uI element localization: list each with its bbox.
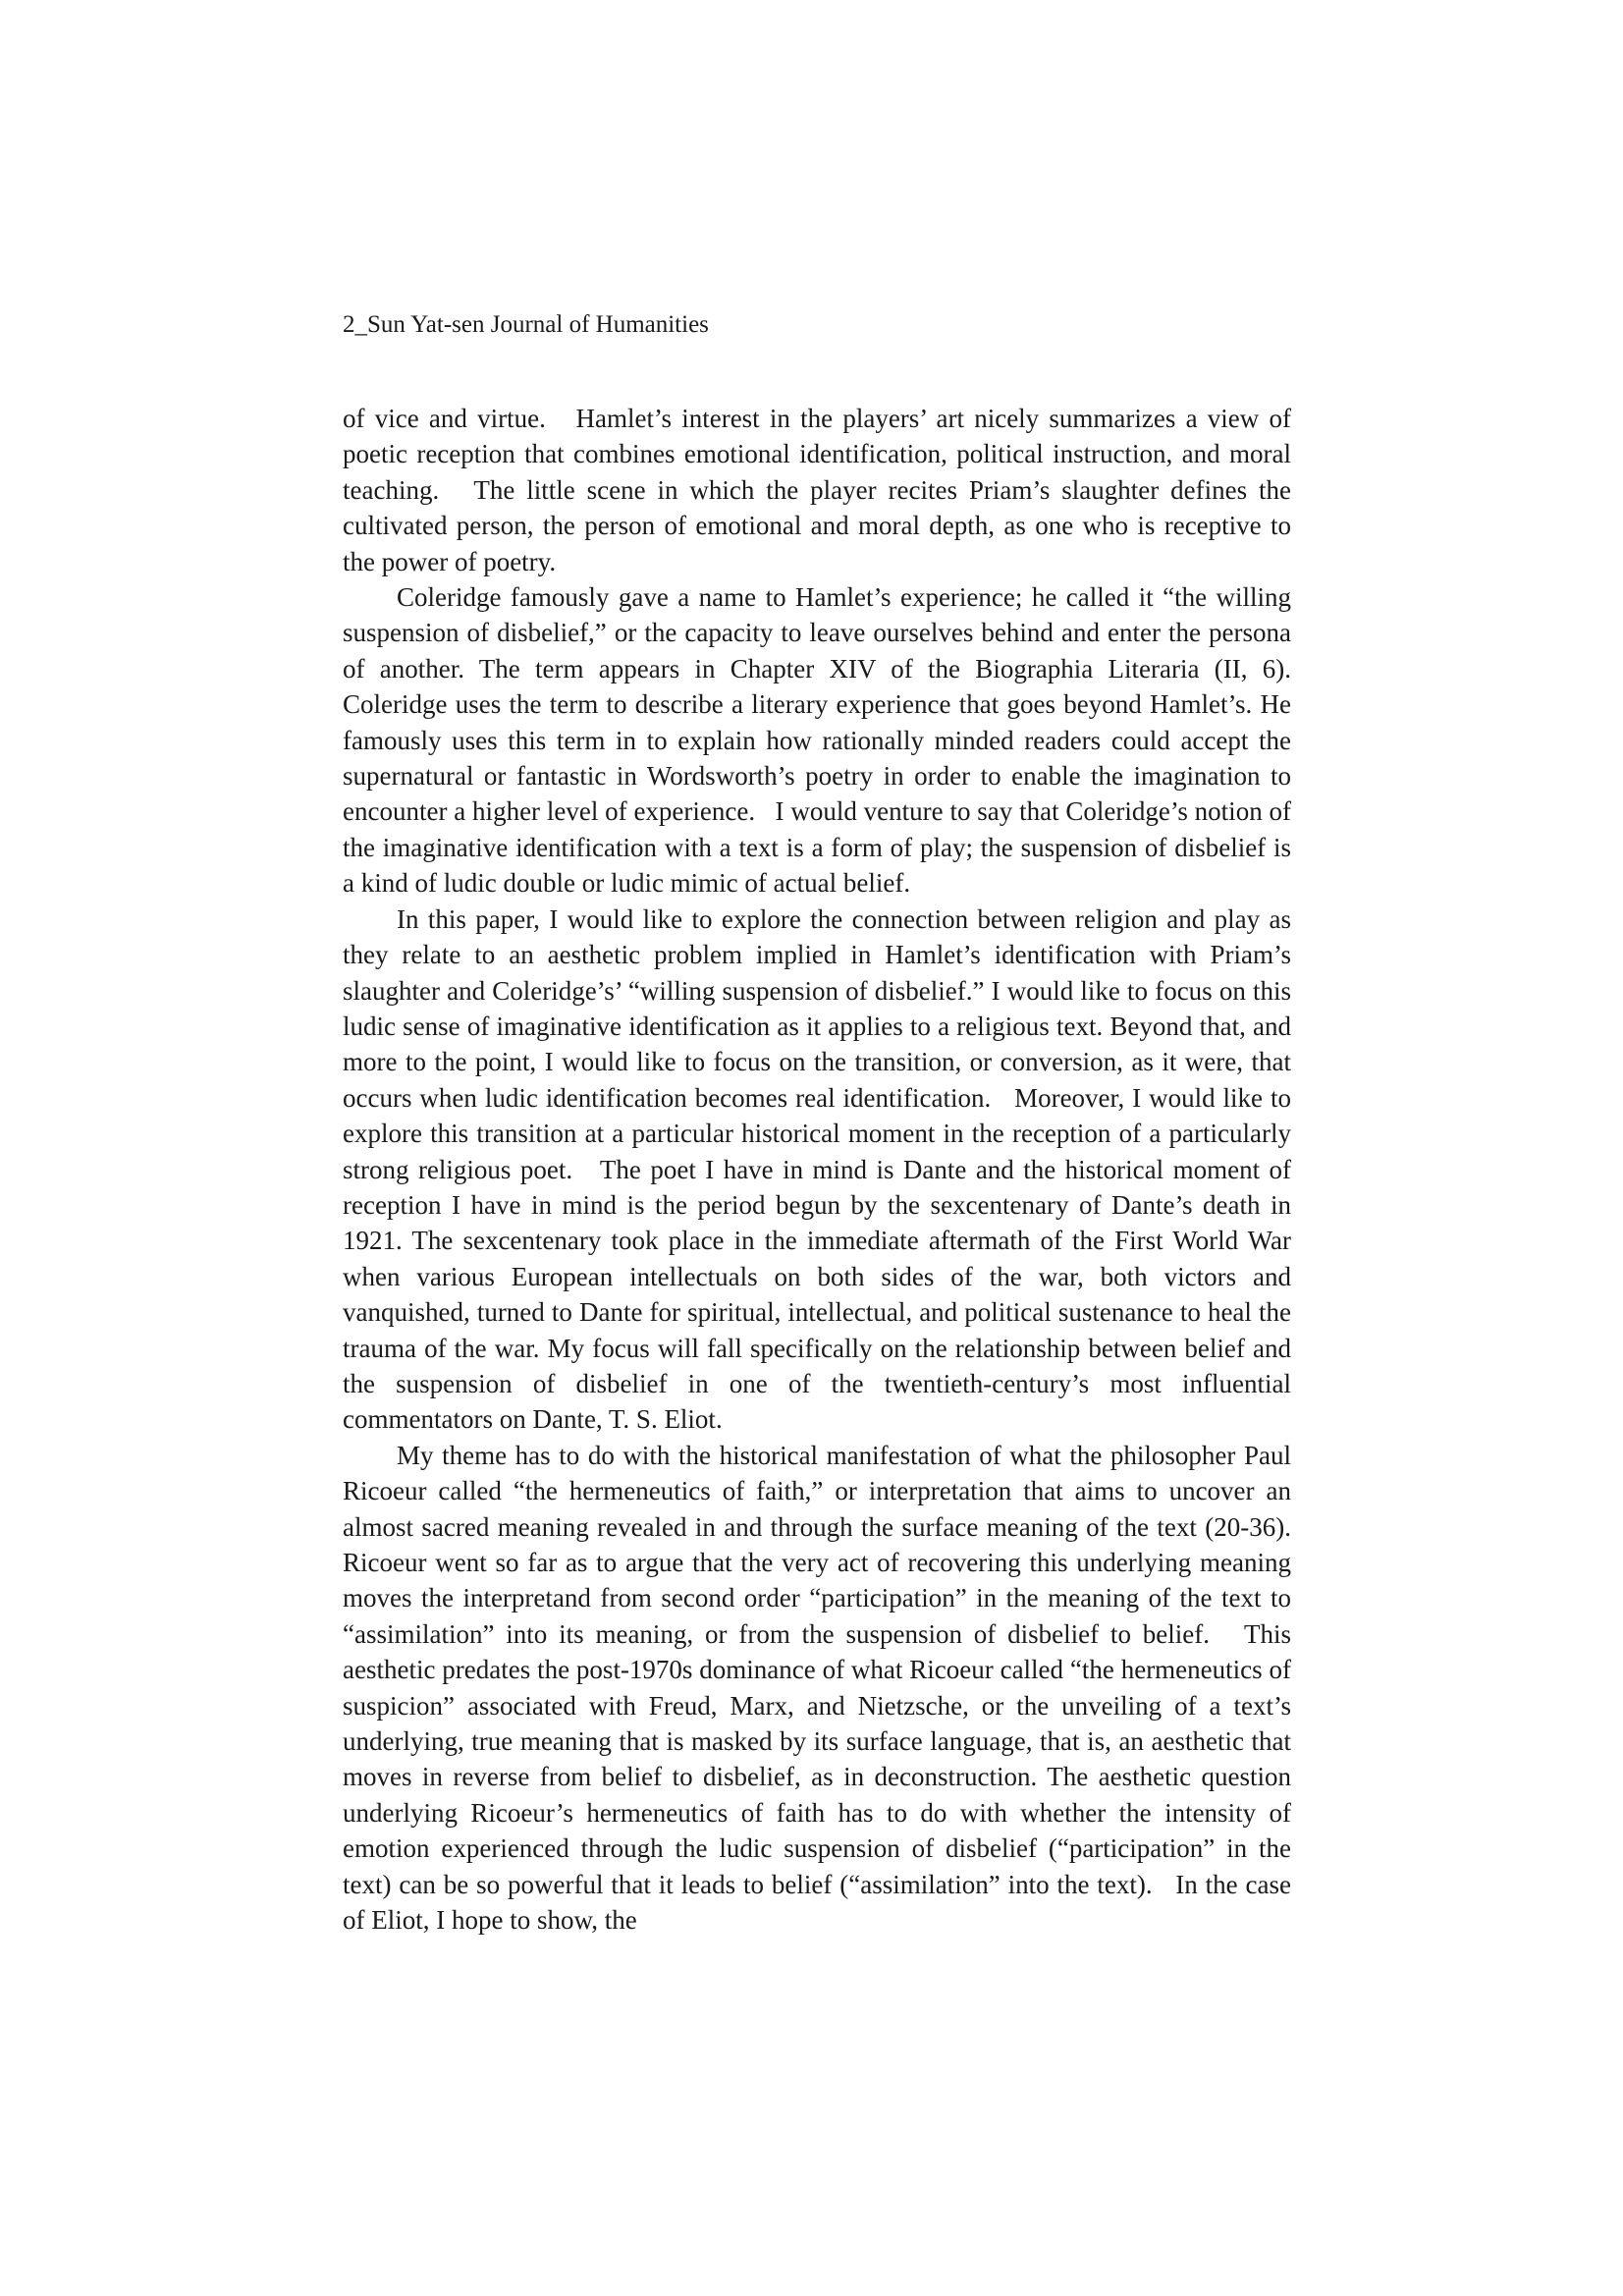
body-text [343,401,1312,1938]
running-head: 2_Sun Yat-sen Journal of Humanities [343,311,709,338]
paragraph-2: Coleridge famously gave a name to Hamlet’s experience; he called it “the willing suspension of disbelief,” or the capacity to leave ourselves behind and enter the persona of another. The term appears in Chapter XIV of the Biographia Literaria (II, 6). Coleridge uses the term to describe a literary experience that goes beyond Hamlet’s. He famously uses this term in to explain how rationally minded readers could accept the supernatural or fantastic in Wordsworth’s poetry in order to enable the imagination to encounter a higher level of experience. I would venture to say that Coleridge’s notion of the imaginative identification with a text is a form of play; the suspension of disbelief is a kind of ludic double or ludic mimic of actual belief. [343,582,1298,899]
paragraph-1: of vice and virtue. Hamlet’s interest in the players’ art nicely summarizes a view of poetic reception that combines emotional identification, political instruction, and moral teaching. The little scene in which the player recites Priam’s slaughter defines the cultivated person, the person of emotional and moral depth, as one who is receptive to the power of poetry. [343,404,1298,576]
paragraph-3: In this paper, I would like to explore the connection between religion and play as they relate to an aesthetic problem implied in Hamlet’s identification with Priam’s slaughter and Coleridge’s’ “willing suspension of disbelief.” I would like to focus on this ludic sense of imaginative identification as it applies to a religious text. Beyond that, and more to the point, I would like to focus on the transition, or conversion, as it were, that occurs when ludic identification becomes real identification. Moreover, I would like to explore this transition at a particular historical moment in the reception of a particularly strong religious poet. The poet I have in mind is Dante and the historical moment of reception I have in mind is the period begun by the sexcentenary of Dante’s death in 1921. The sexcentenary took place in the immediate aftermath of the First World War when various European intellectuals on both sides of the war, both victors and vanquished, turned to Dante for spiritual, intellectual, and political sustenance to heal the trauma of the war. My focus will fall specifically on the relationship between belief and the suspension of disbelief in one of the twentieth-century’s most influential commentators on Dante, T. S. Eliot. [343,903,1298,1435]
paragraph-4: My theme has to do with the historical manifestation of what the philosopher Paul Ricoeur called “the hermeneutics of faith,” or interpretation that aims to uncover an almost sacred meaning revealed in and through the surface meaning of the text (20-36). Ricoeur went so far as to argue that the very act of recovering this underlying meaning moves the interpretand from second order “participation” in the meaning of the text to “assimilation” into its meaning, or from the suspension of disbelief to belief. This aesthetic predates the post-1970s dominance of what Ricoeur called “the hermeneutics of suspicion” associated with Freud, Marx, and Nietzsche, or the unveiling of a text’s underlying, true meaning that is masked by its surface language, that is, an aesthetic that moves in reverse from belief to disbelief, as in deconstruction. The aesthetic question underlying Ricoeur’s hermeneutics of faith has to do with whether the intensity of emotion experienced through the ludic suspension of disbelief (“participation” in the text) can be so powerful that it leads to belief (“assimilation” into the text). In the case of Eliot, I hope to show, the [343,1440,1312,1936]
